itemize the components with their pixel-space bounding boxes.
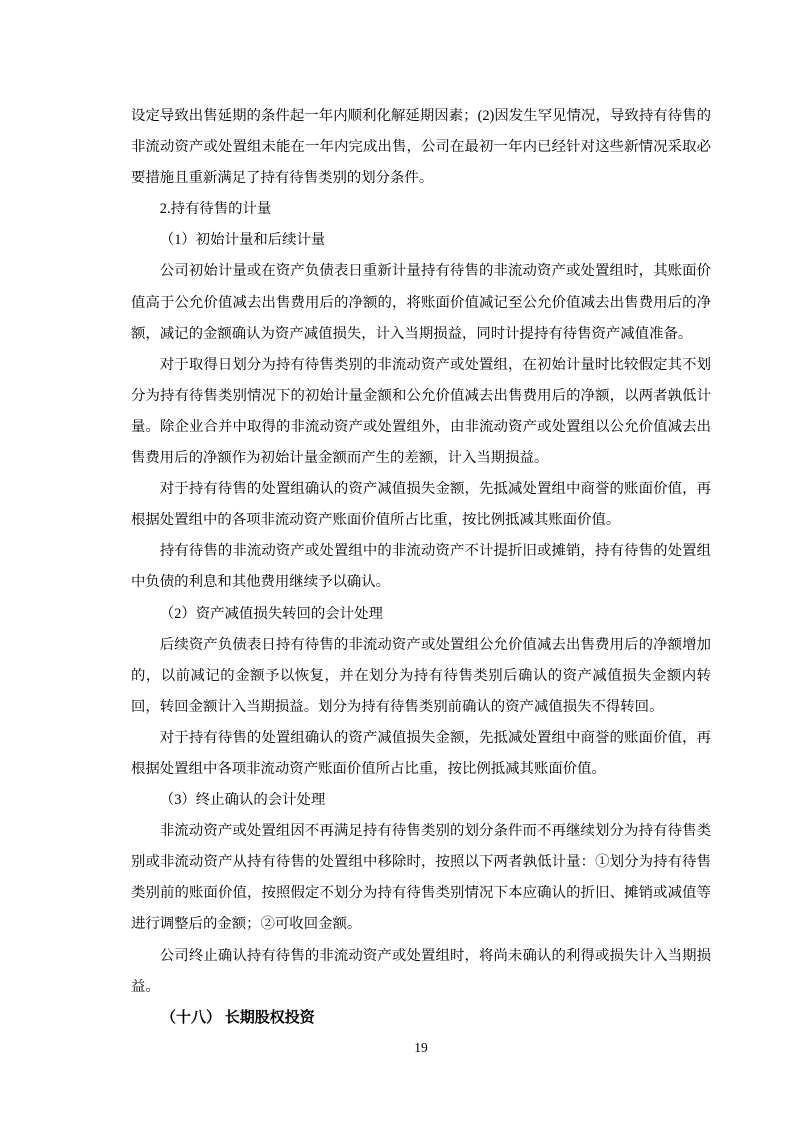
page-number: 19 [414, 1040, 428, 1055]
paragraph: 对于取得日划分为持有待售类别的非流动资产或处置组，在初始计量时比较假定其不划分为持有待售类别情况下的初始计量金额和公允价值减去出售费用后的净额，以两者孰低计量。除企业合并中取得的非流动资产或处置组外，由非流动资产或处置组以公允价值减去出售费用后的净额作为初始计量金额而产生的差额，计入当期损益。 [131, 356, 711, 467]
paragraph: 对于持有待售的处置组确认的资产减值损失金额，先抵减处置组中商誉的账面价值，再根据处置组中各项非流动资产账面价值所占比重，按比例抵减其账面价值。 [131, 729, 711, 777]
paragraph: 设定导致出售延期的条件起一年内顺利化解延期因素；(2)因发生罕见情况，导致持有待售的非流动资产或处置组未能在一年内完成出售，公司在最初一年内已经针对这些新情况采取必要措施且重新满足了持有待售类别的划分条件。 [131, 108, 711, 187]
paragraph: 后续资产负债表日持有待售的非流动资产或处置组公允价值减去出售费用后的净额增加的，以前减记的金额予以恢复，并在划分为持有待售类别后确认的资产减值损失金额内转回，转回金额计入当期损益。划分为持有待售类别前确认的资产减值损失不得转回。 [131, 636, 711, 715]
paragraph: 公司终止确认持有待售的非流动资产或处置组时，将尚未确认的利得或损失计入当期损益。 [131, 947, 711, 995]
paragraph: 非流动资产或处置组因不再满足持有待售类别的划分条件而不再继续划分为持有待售类别或非流动资产从持有待售的处置组中移除时，按照以下两者孰低计量：①划分为持有待售类别前的账面价值，按照假定不划分为持有待售类别情况下本应确认的折旧、摊销或减值等进行调整后的金额；②可收回金额。 [131, 823, 711, 933]
section-heading: （十八） 长期股权投资 [161, 1009, 315, 1026]
document-body [131, 101, 711, 1034]
paragraph: 公司初始计量或在资产负债表日重新计量持有待售的非流动资产或处置组时，其账面价值高于公允价值减去出售费用后的净额的，将账面价值减记至公允价值减去出售费用后的净额，减记的金额确认为资产减值损失，计入当期损益，同时计提持有待售资产减值准备。 [131, 263, 711, 342]
paragraph: （2）资产减值损失转回的会计处理 [159, 605, 383, 622]
paragraph: （3）终止确认的会计处理 [159, 792, 326, 809]
paragraph: 2.持有待售的计量 [159, 201, 272, 218]
paragraph: 对于持有待售的处置组确认的资产减值损失金额，先抵减处置组中商誉的账面价值，再根据处置组中的各项非流动资产账面价值所占比重，按比例抵减其账面价值。 [131, 481, 711, 529]
paragraph: 持有待售的非流动资产或处置组中的非流动资产不计提折旧或摊销，持有待售的处置组中负债的利息和其他费用继续予以确认。 [131, 543, 711, 591]
paragraph: （1）初始计量和后续计量 [159, 232, 326, 249]
